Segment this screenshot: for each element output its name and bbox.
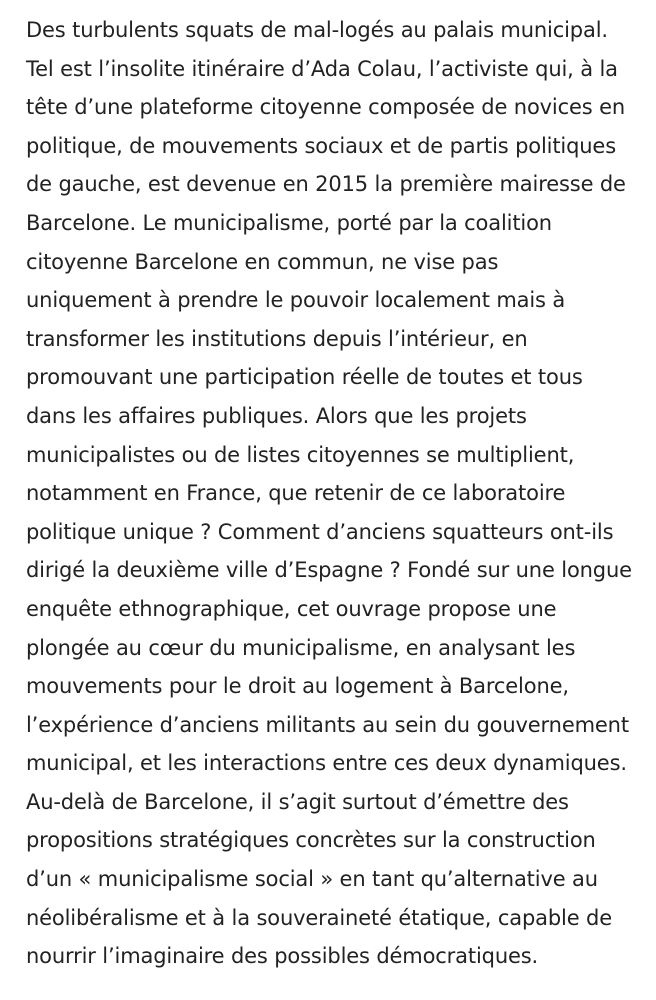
text-line: Au-delà de Barcelone, il s’agit surtout d’émettre des	[26, 789, 569, 814]
text-line: Tel est l’insolite itinéraire d’Ada Colau, l’activiste qui, à la	[26, 56, 618, 81]
text-line: plongée au cœur du municipalisme, en analysant les	[26, 635, 576, 660]
text-line: municipal, et les interactions entre ces deux dynamiques.	[26, 751, 627, 776]
text-line: dans les affaires publiques. Alors que les projets	[26, 403, 527, 428]
description-paragraph	[26, 11, 646, 976]
text-line: néolibéralisme et à la souveraineté étatique, capable de	[26, 905, 612, 930]
text-line: uniquement à prendre le pouvoir localement mais à	[26, 288, 566, 313]
text-line: nourrir l’imaginaire des possibles démocratiques.	[26, 944, 539, 969]
text-line: promouvant une participation réelle de toutes et tous	[26, 365, 583, 390]
text-line: transformer les institutions depuis l’intérieur, en	[26, 326, 528, 351]
text-line: notamment en France, que retenir de ce laboratoire	[26, 481, 566, 506]
text-line: tête d’une plateforme citoyenne composée de novices en	[26, 95, 626, 120]
text-line: Barcelone. Le municipalisme, porté par la coalition	[26, 210, 552, 235]
text-line: dirigé la deuxième ville d’Espagne ? Fondé sur une longue	[26, 558, 632, 583]
text-line: citoyenne Barcelone en commun, ne vise pas	[26, 249, 499, 274]
text-line: enquête ethnographique, cet ouvrage propose une	[26, 596, 557, 621]
text-line: mouvements pour le droit au logement à Barcelone,	[26, 674, 569, 699]
text-line: d’un « municipalisme social » en tant qu’alternative au	[26, 867, 598, 892]
text-line: Des turbulents squats de mal-logés au palais municipal.	[26, 18, 608, 42]
text-line: municipalistes ou de listes citoyennes se multiplient,	[26, 442, 575, 467]
text-line: l’expérience d’anciens militants au sein du gouvernement	[26, 712, 629, 737]
text-line: propositions stratégiques concrètes sur la construction	[26, 828, 596, 853]
text-line: de gauche, est devenue en 2015 la première mairesse de	[26, 172, 626, 197]
text-line: politique unique ? Comment d’anciens squatteurs ont-ils	[26, 519, 614, 544]
text-line: politique, de mouvements sociaux et de partis politiques	[26, 133, 616, 158]
